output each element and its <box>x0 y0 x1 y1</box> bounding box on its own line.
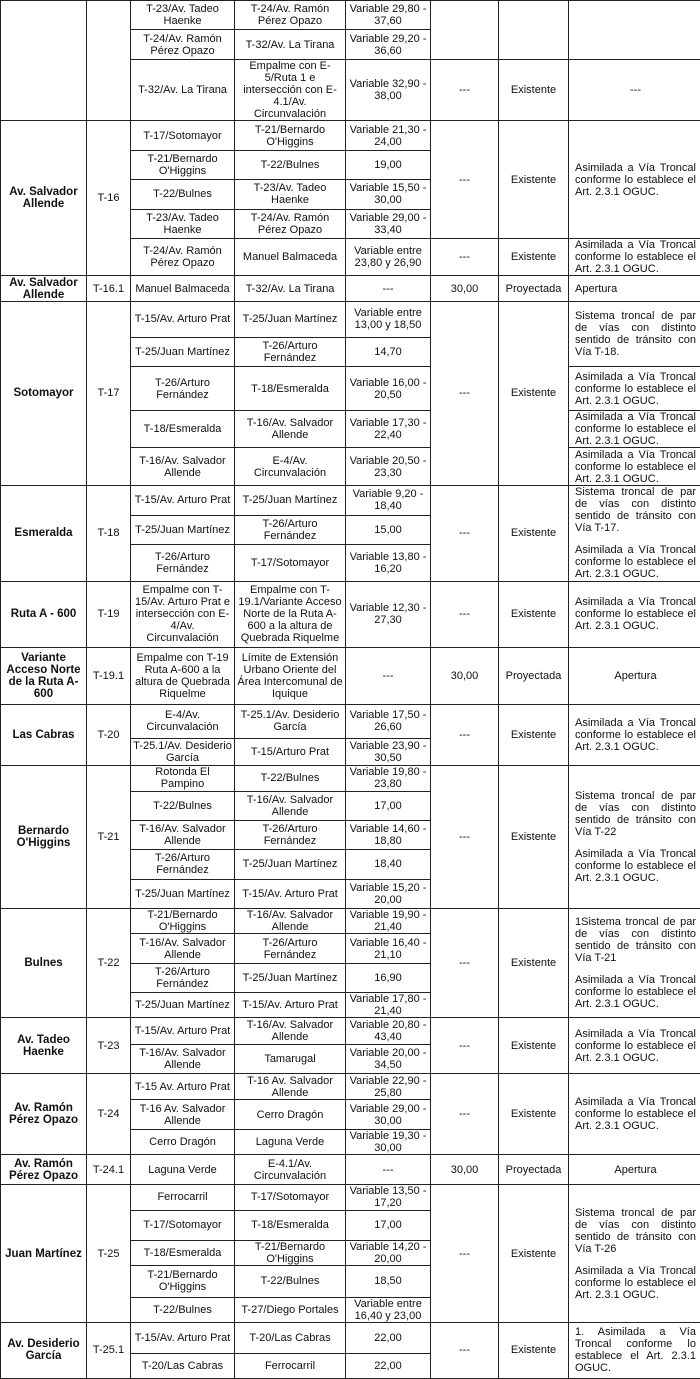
cell-from: T-21/Bernardo O'Higgins <box>131 1266 235 1297</box>
cell-status <box>499 1 569 60</box>
observation-paragraph: Asimilada a Vía Troncal conforme lo establece el Art. 2.3.1 OGUC. <box>575 1096 696 1132</box>
cell-from: T-25/Juan Martínez <box>131 993 235 1018</box>
table-row <box>1 647 700 704</box>
cell-code: T-17 <box>87 301 131 485</box>
cell-proj: --- <box>431 582 499 648</box>
table-row <box>1 1018 700 1044</box>
cell-code: T-16 <box>87 121 131 276</box>
cell-from: T-26/Arturo Fernández <box>131 545 235 582</box>
cell-code: T-19 <box>87 582 131 648</box>
cell-from: T-23/Av. Tadeo Haenke <box>131 1 235 30</box>
cell-status: Proyectada <box>499 276 569 301</box>
cell-from: T-17/Sotomayor <box>131 121 235 150</box>
cell-obs <box>569 410 700 447</box>
cell-width: Variable 22,90 - 25,80 <box>346 1074 431 1100</box>
cell-to: T-15/Av. Arturo Prat <box>235 879 346 908</box>
cell-width: 17,00 <box>346 791 431 820</box>
cell-proj: --- <box>431 238 499 275</box>
cell-width: Variable 29,00 - 33,40 <box>346 209 431 238</box>
cell-width: Variable 17,30 - 22,40 <box>346 410 431 447</box>
table-row <box>1 121 700 150</box>
cell-name: Las Cabras <box>1 704 87 766</box>
cell-from: T-21/Bernardo O'Higgins <box>131 150 235 179</box>
cell-obs: Apertura <box>569 276 700 301</box>
observation-paragraph: Asimilada a Vía Troncal conforme lo establece el Art. 2.3.1 OGUC. <box>575 974 696 1011</box>
cell-code: T-22 <box>87 909 131 1018</box>
cell-from: T-15 Av. Arturo Prat <box>131 1074 235 1100</box>
cell-from: Rotonda El Pampino <box>131 766 235 791</box>
table-row <box>1 485 700 515</box>
cell-from: T-22/Bulnes <box>131 791 235 820</box>
cell-obs <box>569 367 700 411</box>
table-row <box>1 1322 700 1353</box>
cell-code: T-23 <box>87 1018 131 1074</box>
cell-from: Empalme con T-15/Av. Arturo Prat e intersección con E-4/Av. Circunvalación <box>131 582 235 648</box>
cell-proj: 30,00 <box>431 1154 499 1184</box>
cell-obs: --- <box>569 59 700 121</box>
cell-name <box>1 1 87 121</box>
observation-paragraph: Sistema troncal de par de vías con distinto sentido de tránsito con Vía T-26 <box>575 1206 696 1255</box>
cell-to: T-26/Arturo Fernández <box>235 515 346 545</box>
cell-name: Esmeralda <box>1 485 87 581</box>
cell-to: T-16 Av. Salvador Allende <box>235 1074 346 1100</box>
observation-paragraph: Asimilada a Vía Troncal conforme lo establece el Art. 2.3.1 OGUC. <box>575 716 696 753</box>
cell-to: Empalme con T-19.1/Variante Acceso Norte de la Ruta A-600 a la altura de Quebrada Riquelme <box>235 582 346 648</box>
table-row <box>1 704 700 738</box>
observation-paragraph: Asimilada a Vía Troncal conforme lo establece el Art. 2.3.1 OGUC. <box>575 161 696 198</box>
cell-obs <box>569 238 700 275</box>
cell-width: Variable 13,80 - 16,20 <box>346 545 431 582</box>
cell-width: Variable 20,50 - 23,30 <box>346 448 431 485</box>
cell-to: T-25/Juan Martínez <box>235 485 346 515</box>
cell-width: Variable 19,90 - 21,40 <box>346 909 431 934</box>
cell-width: 18,50 <box>346 1266 431 1297</box>
cell-to: T-22/Bulnes <box>235 766 346 791</box>
observation-paragraph: Asimilada a Vía Troncal conforme lo establece el Art. 2.3.1 OGUC. <box>575 596 696 633</box>
cell-from: T-22/Bulnes <box>131 180 235 209</box>
cell-width: Variable entre 16,40 y 23,00 <box>346 1297 431 1322</box>
cell-to: E-4/Av. Circunvalación <box>235 448 346 485</box>
cell-width: Variable 29,00 - 30,00 <box>346 1100 431 1129</box>
observation-paragraph: 1. Asimilada a Vía Troncal conforme lo establece el Art. 2.3.1 OGUC. <box>575 1326 696 1375</box>
cell-proj: --- <box>431 909 499 1018</box>
cell-width: 22,00 <box>346 1354 431 1379</box>
cell-from: T-15/Av. Arturo Prat <box>131 485 235 515</box>
cell-status: Existente <box>499 59 569 121</box>
cell-status: Existente <box>499 121 569 238</box>
cell-obs <box>569 1185 700 1323</box>
cell-width: --- <box>346 1154 431 1184</box>
cell-from: T-24/Av. Ramón Pérez Opazo <box>131 30 235 59</box>
cell-to: T-17/Sotomayor <box>235 1185 346 1210</box>
cell-to: T-27/Diego Portales <box>235 1297 346 1322</box>
cell-from: T-24/Av. Ramón Pérez Opazo <box>131 238 235 275</box>
cell-status: Existente <box>499 1074 569 1155</box>
cell-width: Variable 14,20 - 20,00 <box>346 1241 431 1266</box>
cell-code: T-16.1 <box>87 276 131 301</box>
cell-from: T-15/Av. Arturo Prat <box>131 1018 235 1044</box>
cell-status: Existente <box>499 704 569 766</box>
cell-status: Existente <box>499 1018 569 1074</box>
cell-to: Manuel Balmaceda <box>235 238 346 275</box>
cell-obs: Apertura <box>569 647 700 704</box>
cell-status: Existente <box>499 1322 569 1378</box>
cell-width: Variable entre 13,00 y 18,50 <box>346 301 431 337</box>
observation-paragraph: Asimilada a Vía Troncal conforme lo establece el Art. 2.3.1 OGUC. <box>575 411 696 448</box>
cell-status: Existente <box>499 301 569 485</box>
cell-to: T-21/Bernardo O'Higgins <box>235 121 346 150</box>
table-row <box>1 766 700 791</box>
cell-width: Variable 23,90 - 30,50 <box>346 738 431 765</box>
cell-obs <box>569 301 700 367</box>
cell-obs <box>569 1074 700 1155</box>
cell-to: T-16/Av. Salvador Allende <box>235 1018 346 1044</box>
cell-from: T-25/Juan Martínez <box>131 515 235 545</box>
table-row <box>1 1185 700 1210</box>
cell-width: Variable entre 23,80 y 26,90 <box>346 238 431 275</box>
table-row <box>1 276 700 301</box>
cell-to: T-25/Juan Martínez <box>235 963 346 992</box>
cell-name: Sotomayor <box>1 301 87 485</box>
cell-code: T-21 <box>87 766 131 909</box>
table-row <box>1 909 700 934</box>
cell-obs <box>569 582 700 648</box>
cell-from: T-26/Arturo Fernández <box>131 850 235 879</box>
cell-from: T-16/Av. Salvador Allende <box>131 934 235 963</box>
cell-status: Existente <box>499 1185 569 1323</box>
table-row <box>1 582 700 648</box>
cell-name: Ruta A - 600 <box>1 582 87 648</box>
cell-to: Límite de Extensión Urbano Oriente del Área Intercomunal de Iquique <box>235 647 346 704</box>
cell-obs <box>569 448 700 485</box>
cell-obs <box>569 1018 700 1074</box>
cell-status: Existente <box>499 766 569 909</box>
cell-width: 22,00 <box>346 1322 431 1353</box>
cell-code: T-25.1 <box>87 1322 131 1378</box>
observation-paragraph: Sistema troncal de par de vías con distinto sentido de tránsito con Vía T-17. <box>575 486 696 535</box>
cell-code: T-24 <box>87 1074 131 1155</box>
observation-paragraph: Sistema troncal de par de vías con distinto sentido de tránsito con Vía T-22 <box>575 790 696 839</box>
cell-to: T-22/Bulnes <box>235 1266 346 1297</box>
cell-status: Proyectada <box>499 647 569 704</box>
cell-obs <box>569 909 700 1018</box>
cell-to: T-15/Arturo Prat <box>235 738 346 765</box>
cell-width: Variable 16,00 - 20,50 <box>346 367 431 411</box>
cell-proj: --- <box>431 1018 499 1074</box>
cell-obs <box>569 1 700 60</box>
cell-from: Cerro Dragón <box>131 1129 235 1154</box>
cell-proj: --- <box>431 121 499 238</box>
cell-code: T-19.1 <box>87 647 131 704</box>
cell-name: Av. Salvador Allende <box>1 276 87 301</box>
cell-code: T-18 <box>87 485 131 581</box>
cell-proj: 30,00 <box>431 647 499 704</box>
cell-to: T-20/Las Cabras <box>235 1322 346 1353</box>
cell-to: T-24/Av. Ramón Pérez Opazo <box>235 209 346 238</box>
cell-from: T-25/Juan Martínez <box>131 879 235 908</box>
cell-from: Empalme con T-19 Ruta A-600 a la altura de Quebrada Riquelme <box>131 647 235 704</box>
cell-to: Tamarugal <box>235 1044 346 1073</box>
table-body <box>1 1 700 1379</box>
cell-width: 16,90 <box>346 963 431 992</box>
cell-from: T-18/Esmeralda <box>131 1241 235 1266</box>
cell-to: T-32/Av. La Tirana <box>235 30 346 59</box>
cell-width: Variable 20,00 - 34,50 <box>346 1044 431 1073</box>
cell-to: Cerro Dragón <box>235 1100 346 1129</box>
cell-from: T-15/Av. Arturo Prat <box>131 1322 235 1353</box>
cell-width: Variable 20,80 - 43,40 <box>346 1018 431 1044</box>
cell-to: T-18/Esmeralda <box>235 367 346 411</box>
cell-status: Existente <box>499 238 569 275</box>
cell-to: Laguna Verde <box>235 1129 346 1154</box>
cell-from: T-16/Av. Salvador Allende <box>131 1044 235 1073</box>
cell-width: Variable 21,30 - 24,00 <box>346 121 431 150</box>
cell-from: T-20/Las Cabras <box>131 1354 235 1379</box>
cell-to: T-32/Av. La Tirana <box>235 276 346 301</box>
cell-width: Variable 29,20 - 36,60 <box>346 30 431 59</box>
cell-proj: --- <box>431 301 499 485</box>
cell-from: T-32/Av. La Tirana <box>131 59 235 121</box>
cell-width: Variable 15,20 - 20,00 <box>346 879 431 908</box>
observation-paragraph: Sistema troncal de par de vías con distinto sentido de tránsito con Vía T-18. <box>575 310 696 359</box>
cell-from: T-23/Av. Tadeo Haenke <box>131 209 235 238</box>
cell-name: Juan Martínez <box>1 1185 87 1323</box>
observation-paragraph: 1Sistema troncal de par de vías con distinto sentido de tránsito con Vía T-21 <box>575 916 696 965</box>
cell-from: T-22/Bulnes <box>131 1297 235 1322</box>
cell-width: Variable 12,30 - 27,30 <box>346 582 431 648</box>
cell-proj <box>431 1 499 60</box>
cell-width: --- <box>346 276 431 301</box>
cell-from: T-16 Av. Salvador Allende <box>131 1100 235 1129</box>
cell-name: Av. Tadeo Haenke <box>1 1018 87 1074</box>
cell-obs <box>569 121 700 238</box>
cell-from: T-16/Av. Salvador Allende <box>131 448 235 485</box>
cell-from: T-15/Av. Arturo Prat <box>131 301 235 337</box>
table-row <box>1 1074 700 1100</box>
cell-proj: --- <box>431 704 499 766</box>
table-row <box>1 1154 700 1184</box>
cell-from: T-17/Sotomayor <box>131 1210 235 1240</box>
cell-obs: Apertura <box>569 1154 700 1184</box>
cell-name: Bulnes <box>1 909 87 1018</box>
cell-from: T-26/Arturo Fernández <box>131 963 235 992</box>
cell-proj: --- <box>431 59 499 121</box>
observation-paragraph: Asimilada a Vía Troncal conforme lo establece el Art. 2.3.1 OGUC. <box>575 1027 696 1064</box>
cell-name: Av. Salvador Allende <box>1 121 87 276</box>
cell-to: T-25.1/Av. Desiderio García <box>235 704 346 738</box>
cell-width: 14,70 <box>346 338 431 367</box>
cell-to: T-23/Av. Tadeo Haenke <box>235 180 346 209</box>
cell-obs <box>569 485 700 581</box>
cell-to: T-24/Av. Ramón Pérez Opazo <box>235 1 346 30</box>
cell-proj: --- <box>431 1074 499 1155</box>
cell-width: Variable 14,60 - 18,80 <box>346 820 431 849</box>
observation-paragraph: Asimilada a Vía Troncal conforme lo establece el Art. 2.3.1 OGUC. <box>575 848 696 885</box>
observation-paragraph: Asimilada a Vía Troncal conforme lo establece el Art. 2.3.1 OGUC. <box>575 370 696 407</box>
cell-from: T-21/Bernardo O'Higgins <box>131 909 235 934</box>
cell-name: Bernardo O'Higgins <box>1 766 87 909</box>
cell-width: Variable 13,50 - 17,20 <box>346 1185 431 1210</box>
cell-name: Av. Desiderio García <box>1 1322 87 1378</box>
cell-width: Variable 29,80 - 37,60 <box>346 1 431 30</box>
cell-to: T-22/Bulnes <box>235 150 346 179</box>
cell-width: Variable 17,50 - 26,60 <box>346 704 431 738</box>
cell-from: T-16/Av. Salvador Allende <box>131 820 235 849</box>
cell-to: E-4.1/Av. Circunvalación <box>235 1154 346 1184</box>
cell-name: Variante Acceso Norte de la Ruta A-600 <box>1 647 87 704</box>
cell-to: T-26/Arturo Fernández <box>235 338 346 367</box>
cell-from: E-4/Av. Circunvalación <box>131 704 235 738</box>
cell-to: T-25/Juan Martínez <box>235 301 346 337</box>
cell-obs <box>569 766 700 909</box>
cell-width: Variable 32,90 - 38,00 <box>346 59 431 121</box>
cell-to: T-21/Bernardo O'Higgins <box>235 1241 346 1266</box>
cell-to: T-26/Arturo Fernández <box>235 934 346 963</box>
cell-from: T-26/Arturo Fernández <box>131 367 235 411</box>
cell-obs <box>569 1322 700 1378</box>
cell-width: Variable 17,80 - 21,40 <box>346 993 431 1018</box>
cell-to: T-17/Sotomayor <box>235 545 346 582</box>
cell-code: T-20 <box>87 704 131 766</box>
cell-from: T-25/Juan Martínez <box>131 338 235 367</box>
cell-width: Variable 16,40 - 21,10 <box>346 934 431 963</box>
cell-to: Empalme con E-5/Ruta 1 e intersección con E-4.1/Av. Circunvalación <box>235 59 346 121</box>
cell-width: 17,00 <box>346 1210 431 1240</box>
cell-width: Variable 19,80 - 23,80 <box>346 766 431 791</box>
observation-paragraph: Asimilada a Vía Troncal conforme lo establece el Art. 2.3.1 OGUC. <box>575 239 696 276</box>
cell-code: T-25 <box>87 1185 131 1323</box>
cell-proj: --- <box>431 1185 499 1323</box>
cell-width: 15,00 <box>346 515 431 545</box>
cell-status: Existente <box>499 909 569 1018</box>
cell-from: Ferrocarril <box>131 1185 235 1210</box>
cell-name: Av. Ramón Pérez Opazo <box>1 1074 87 1155</box>
observation-paragraph: Asimilada a Vía Troncal conforme lo establece el Art. 2.3.1 OGUC. <box>575 448 696 485</box>
cell-to: T-15/Av. Arturo Prat <box>235 993 346 1018</box>
cell-code <box>87 1 131 121</box>
cell-status: Proyectada <box>499 1154 569 1184</box>
cell-code: T-24.1 <box>87 1154 131 1184</box>
cell-to: T-16/Av. Salvador Allende <box>235 909 346 934</box>
cell-width: 18,40 <box>346 850 431 879</box>
cell-status: Existente <box>499 582 569 648</box>
cell-from: Laguna Verde <box>131 1154 235 1184</box>
cell-width: --- <box>346 647 431 704</box>
cell-width: 19,00 <box>346 150 431 179</box>
cell-from: Manuel Balmaceda <box>131 276 235 301</box>
cell-to: T-16/Av. Salvador Allende <box>235 410 346 447</box>
cell-to: T-26/Arturo Fernández <box>235 820 346 849</box>
cell-proj: --- <box>431 485 499 581</box>
table-row <box>1 1 700 30</box>
cell-name: Av. Ramón Pérez Opazo <box>1 1154 87 1184</box>
cell-width: Variable 9,20 - 18,40 <box>346 485 431 515</box>
cell-width: Variable 19,30 - 30,00 <box>346 1129 431 1154</box>
cell-to: T-16/Av. Salvador Allende <box>235 791 346 820</box>
cell-from: T-25.1/Av. Desiderio García <box>131 738 235 765</box>
cell-to: T-25/Juan Martínez <box>235 850 346 879</box>
cell-to: Ferrocarril <box>235 1354 346 1379</box>
cell-proj: --- <box>431 766 499 909</box>
cell-proj: --- <box>431 1322 499 1378</box>
table-row <box>1 301 700 337</box>
cell-width: Variable 15,50 - 30,00 <box>346 180 431 209</box>
cell-to: T-18/Esmeralda <box>235 1210 346 1240</box>
cell-obs <box>569 704 700 766</box>
cell-proj: 30,00 <box>431 276 499 301</box>
observation-paragraph: Asimilada a Vía Troncal conforme lo establece el Art. 2.3.1 OGUC. <box>575 1264 696 1301</box>
cell-status: Existente <box>499 485 569 581</box>
observation-paragraph: Asimilada a Vía Troncal conforme lo establece el Art. 2.3.1 OGUC. <box>575 544 696 581</box>
cell-from: T-18/Esmeralda <box>131 410 235 447</box>
